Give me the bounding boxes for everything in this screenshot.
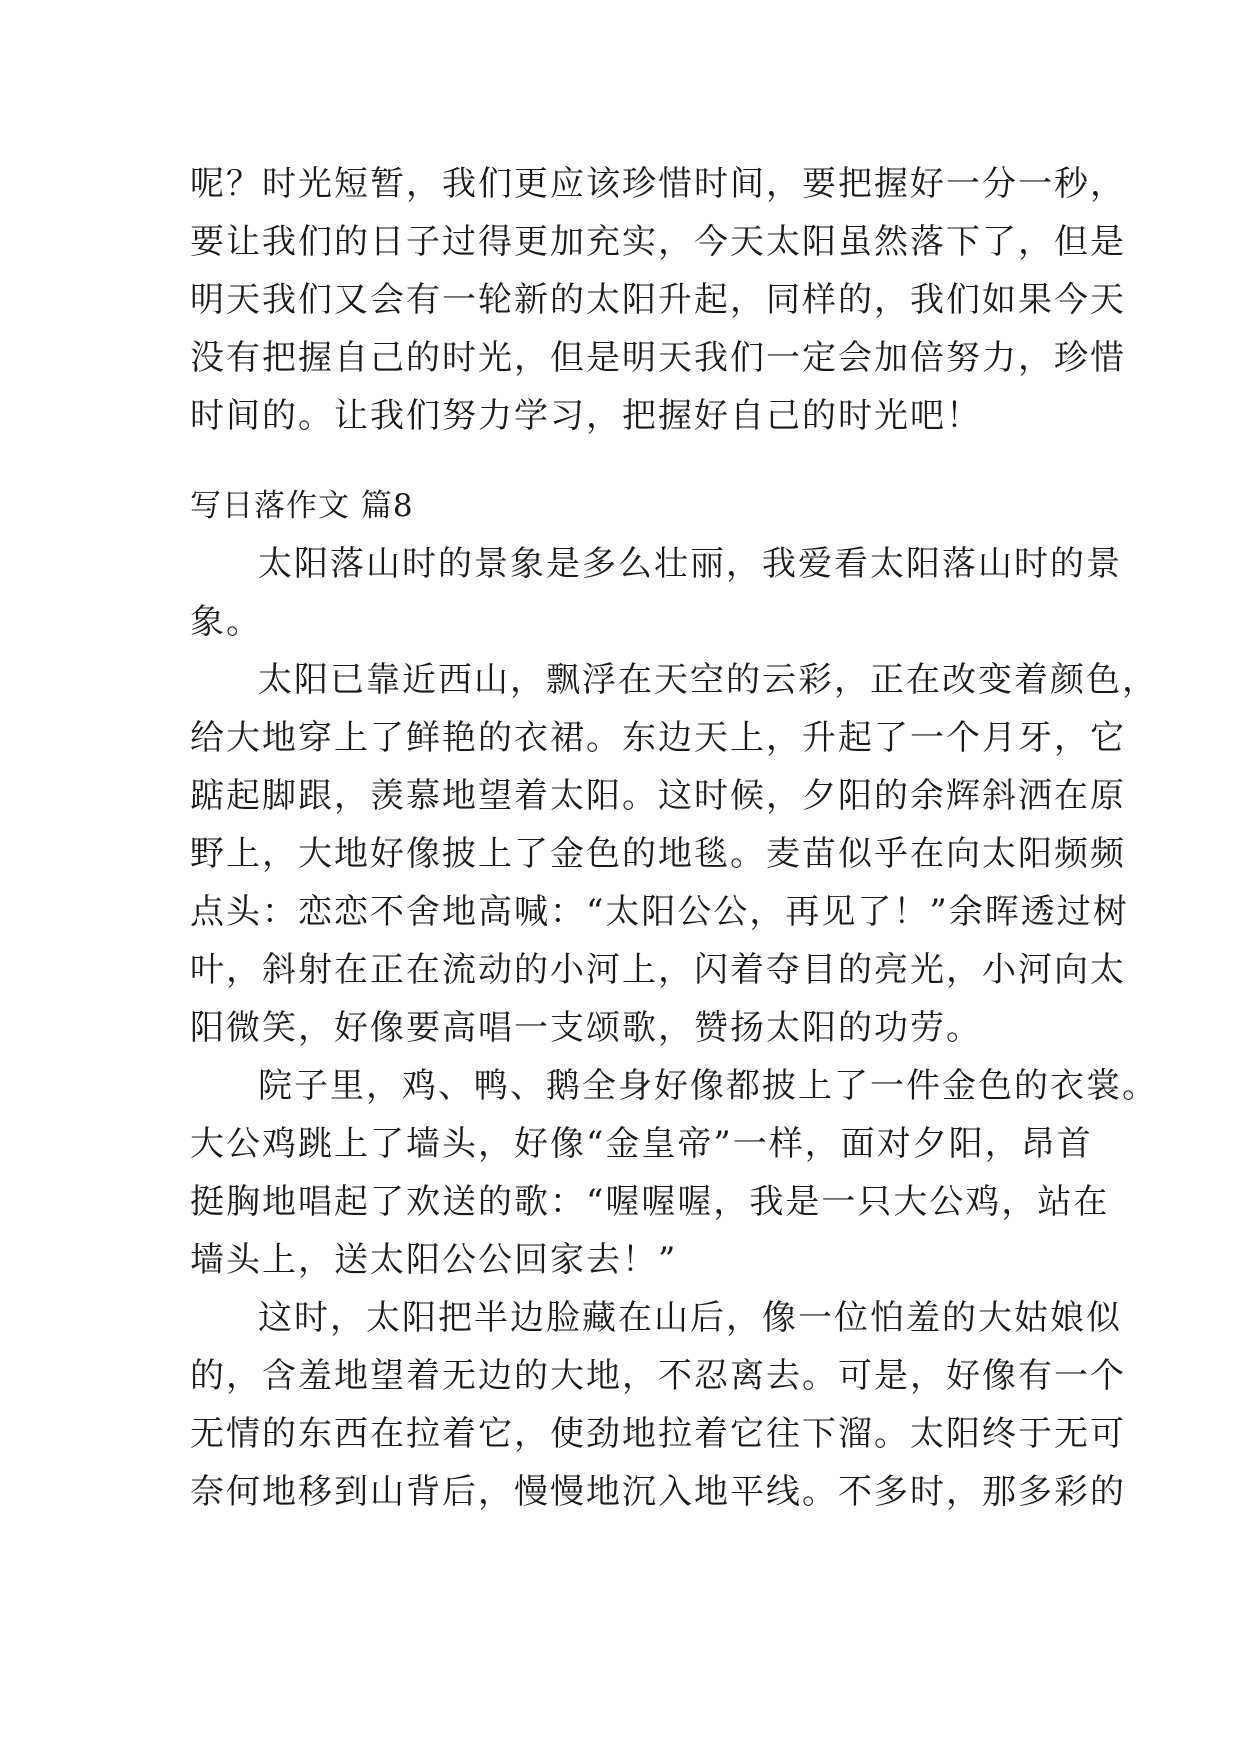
text-line: 点头：恋恋不舍地高喊：“太阳公公，再见了！”余晖透过树 bbox=[190, 892, 1129, 932]
text-line: 明天我们又会有一轮新的太阳升起，同样的，我们如果今天 bbox=[190, 280, 1126, 320]
text-line: 呢？时光短暂，我们更应该珍惜时间，要把握好一分一秒， bbox=[190, 164, 1126, 204]
text-line: 无情的东西在拉着它，使劲地拉着它往下溜。太阳终于无可 bbox=[190, 1414, 1126, 1454]
paragraph-4 bbox=[190, 1289, 1126, 1521]
text-line: 太阳落山时的景象是多么壮丽，我爱看太阳落山时的景 bbox=[258, 544, 1122, 584]
text-line: 叶，斜射在正在流动的小河上，闪着夺目的亮光，小河向太 bbox=[190, 950, 1126, 990]
text-line: 院子里，鸡、鸭、鹅全身好像都披上了一件金色的衣裳。 bbox=[258, 1066, 1158, 1106]
text-line: 这时，太阳把半边脸藏在山后，像一位怕羞的大姑娘似 bbox=[258, 1298, 1122, 1338]
paragraph-1 bbox=[190, 535, 1122, 651]
text-line: 挺胸地唱起了欢送的歌：“喔喔喔，我是一只大公鸡，站在 bbox=[190, 1182, 1110, 1222]
section-heading: 写日落作文 篇8 bbox=[190, 488, 414, 524]
text-line: 要让我们的日子过得更加充实，今天太阳虽然落下了，但是 bbox=[190, 222, 1126, 262]
intro-paragraph bbox=[190, 155, 1126, 445]
text-line: 太阳已靠近西山，飘浮在天空的云彩，正在改变着颜色， bbox=[258, 660, 1158, 700]
section-spacer bbox=[190, 445, 1060, 477]
text-line: 踮起脚跟，羡慕地望着太阳。这时候，夕阳的余辉斜洒在原 bbox=[190, 776, 1126, 816]
text-line: 象。 bbox=[190, 602, 262, 642]
text-line: 的，含羞地望着无边的大地，不忍离去。可是，好像有一个 bbox=[190, 1356, 1126, 1396]
text-line: 奈何地移到山背后，慢慢地沉入地平线。不多时，那多彩的 bbox=[190, 1472, 1126, 1512]
text-line: 时间的。让我们努力学习，把握好自己的时光吧！ bbox=[190, 396, 982, 436]
text-line: 墙头上，送太阳公公回家去！” bbox=[190, 1240, 678, 1280]
text-line: 给大地穿上了鲜艳的衣裙。东边天上，升起了一个月牙，它 bbox=[190, 718, 1126, 758]
text-line: 野上，大地好像披上了金色的地毯。麦苗似乎在向太阳频频 bbox=[190, 834, 1126, 874]
text-line: 阳微笑，好像要高唱一支颂歌，赞扬太阳的功劳。 bbox=[190, 1008, 982, 1048]
paragraph-2 bbox=[190, 651, 1158, 1057]
text-line: 大公鸡跳上了墙头，好像“金皇帝”一样，面对夕阳，昂首 bbox=[190, 1124, 1093, 1164]
paragraph-3 bbox=[190, 1057, 1158, 1289]
text-line: 没有把握自己的时光，但是明天我们一定会加倍努力，珍惜 bbox=[190, 338, 1126, 378]
document-page bbox=[190, 155, 1158, 1521]
